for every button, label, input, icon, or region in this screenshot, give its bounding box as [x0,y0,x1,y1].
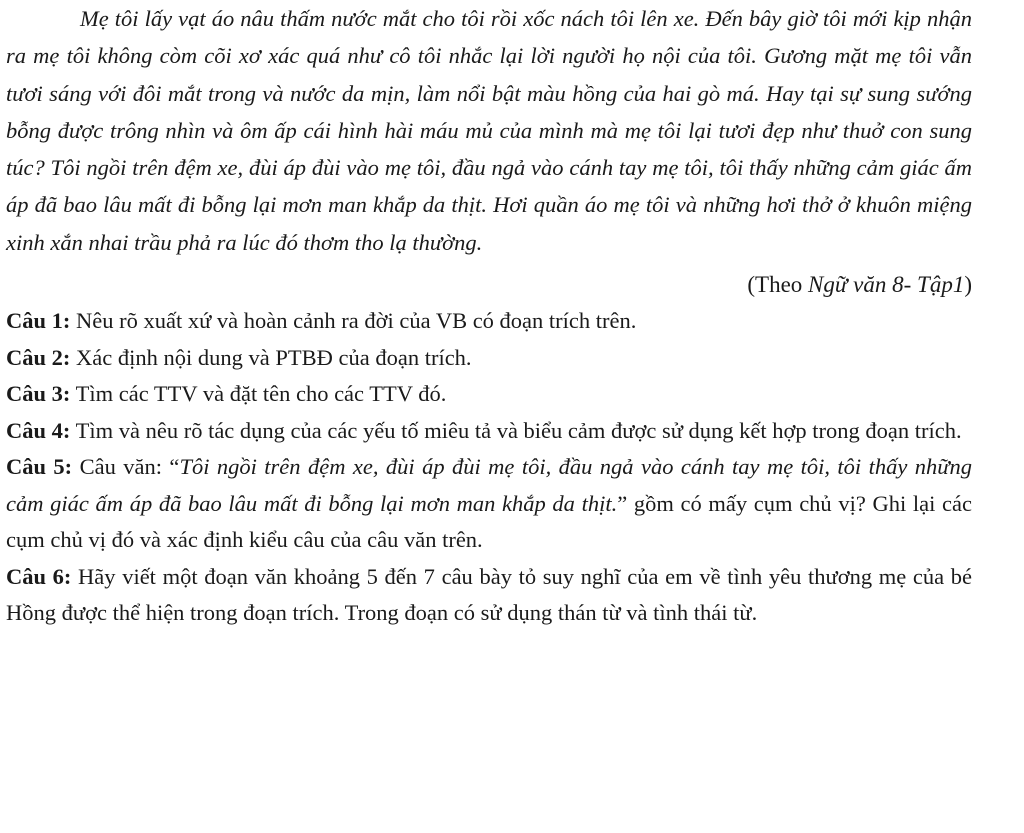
source-citation [6,267,972,303]
question-text: Hãy viết một đoạn văn khoảng 5 đến 7 câu bày tỏ suy nghĩ của em về tình yêu thương mẹ của bé Hồng được thể hiện trong đoạn trích. Trong đoạn có sử dụng thán từ và tình thái từ. [6,563,972,626]
question-text-after: ” gồm có mấy cụm chủ vị? Ghi lại các cụm chủ vị đó và xác định kiểu câu của câu văn trên. [6,490,972,553]
quoted-sentence: Tôi ngồi trên đệm xe, đùi áp đùi mẹ tôi, đầu ngả vào cánh tay mẹ tôi, tôi thấy những cảm giác ấm áp đã bao lâu mất đi bỗng lại mơn man khắp da thịt. [6,454,973,516]
document-page [6,0,972,632]
question-label: Câu 5: [6,454,73,480]
question-label: Câu 6: [6,563,72,589]
question-4 [6,413,972,450]
question-label: Câu 2: [6,344,71,370]
excerpt-passage: Mẹ tôi lấy vạt áo nâu thấm nước mắt cho tôi rồi xốc nách tôi lên xe. Đến bây giờ tôi mới kịp nhận ra mẹ tôi không còm cõi xơ xác quá như cô tôi nhắc lại lời người họ nội của tôi. Gương mặt mẹ tôi vẫn tươi sáng với đôi mắt trong và nước da mịn, làm nổi bật màu hồng của hai gò má. Hay tại sự sung sướng bỗng được trông nhìn và ôm ấp cái hình hài máu mủ của mình mà mẹ tôi lại tươi đẹp như thuở con sung túc? Tôi ngồi trên đệm xe, đùi áp đùi vào mẹ tôi, đầu ngả vào cánh tay mẹ tôi, tôi thấy những cảm giác ấm áp đã bao lâu mất đi bỗng lại mơn man khắp da thịt. Hơi quần áo mẹ tôi và những hơi thở ở khuôn miệng xinh xắn nhai trầu phả ra lúc đó thơm tho lạ thường. [6,6,972,255]
question-3 [6,376,972,413]
question-text: Tìm và nêu rõ tác dụng của các yếu tố miêu tả và biểu cảm được sử dụng kết hợp trong đoạn trích. [70,417,962,443]
question-2 [6,340,972,377]
question-5 [6,449,972,559]
question-label: Câu 3: [6,381,71,407]
question-1 [6,303,972,340]
source-prefix: (Theo [747,272,809,298]
question-text: Tìm các TTV và đặt tên cho các TTV đó. [70,381,447,407]
source-book-title: Ngữ văn 8- Tập1 [808,272,965,298]
question-label: Câu 4: [6,417,71,443]
source-suffix: ) [964,272,972,298]
question-text: Nêu rõ xuất xứ và hoàn cảnh ra đời của VB có đoạn trích trên. [70,308,637,334]
question-text-before: Câu văn: “ [72,454,180,480]
question-6 [6,559,972,632]
question-text: Xác định nội dung và PTBĐ của đoạn trích. [70,344,472,370]
question-label: Câu 1: [6,308,71,334]
